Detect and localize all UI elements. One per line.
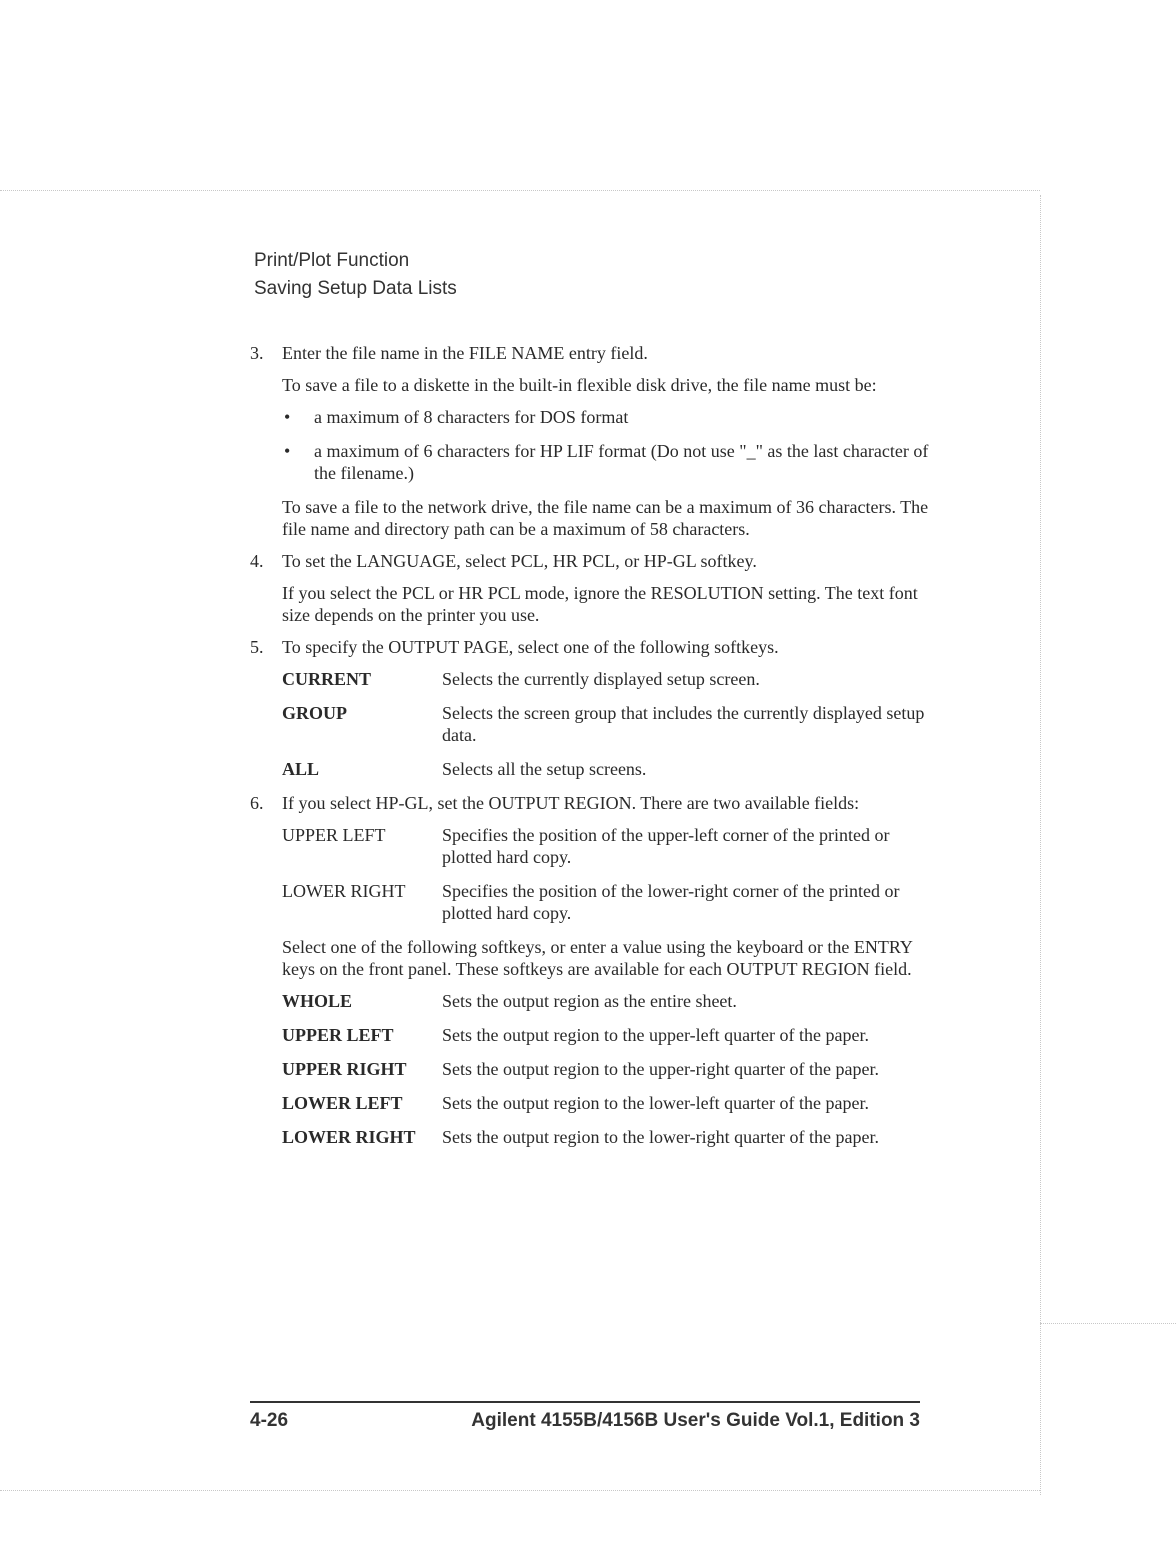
softkey-term: WHOLE [282,991,353,1011]
softkey-term: ALL [282,759,320,779]
definition-row [282,758,930,780]
step-number: 4. [250,551,264,571]
softkey-term: GROUP [282,703,347,723]
definition-row [282,1092,930,1114]
scan-border-top [0,190,1040,191]
scan-border-right [1040,195,1041,1495]
list-item: • a maximum of 6 characters for HP LIF format (Do not use "_" as the last character of the filename.) [284,441,929,483]
list-item: • a maximum of 8 characters for DOS format [284,407,629,427]
output-region-softkeys [282,990,930,1148]
definition-row [282,1126,930,1148]
step-5 [250,636,930,780]
definition-row [282,1024,930,1046]
chapter-title: Print/Plot Function [254,250,410,271]
scan-border-bottom [0,1490,1040,1491]
bullet-icon: • [284,441,291,461]
softkey-term: UPPER LEFT [282,1025,394,1045]
softkey-description: Sets the output region as the entire sheet. [442,991,737,1011]
step-lead: If you select HP-GL, set the OUTPUT REGION. There are two available fields: [282,793,860,813]
definition-row [282,880,930,924]
page-body [250,342,930,1160]
softkey-term: LOWER LEFT [282,1093,403,1113]
softkey-description: Sets the output region to the upper-left quarter of the paper. [442,1025,870,1045]
output-page-softkeys [282,668,930,780]
step-number: 5. [250,637,264,657]
step-paragraph: To save a file to the network drive, the file name can be a maximum of 36 characters. The file name and directory path can be a maximum of 58 characters. [282,497,929,539]
definition-row [282,824,930,868]
footer-rule [250,1401,920,1403]
section-title: Saving Setup Data Lists [254,278,457,299]
step-paragraph: Select one of the following softkeys, or enter a value using the keyboard or the ENTRY keys on the front panel. These softkeys are available for each OUTPUT REGION field. [282,937,913,979]
step-lead: To specify the OUTPUT PAGE, select one of the following softkeys. [282,637,779,657]
step-number: 3. [250,343,264,363]
softkey-term: LOWER RIGHT [282,1127,416,1147]
softkey-description: Sets the output region to the upper-right quarter of the paper. [442,1059,880,1079]
step-paragraph: To save a file to a diskette in the built-in flexible disk drive, the file name must be: [282,375,877,395]
field-description: Specifies the position of the upper-left corner of the printed or plotted hard copy. [442,825,890,867]
softkey-description: Sets the output region to the lower-left quarter of the paper. [442,1093,870,1113]
softkey-description: Selects all the setup screens. [442,759,647,779]
step-paragraph: If you select the PCL or HR PCL mode, ignore the RESOLUTION setting. The text font size depends on the printer you use. [282,583,918,625]
definition-row [282,702,930,746]
filename-rules-list [282,406,930,484]
field-term: LOWER RIGHT [282,881,406,901]
softkey-term: CURRENT [282,669,372,689]
softkey-term: UPPER RIGHT [282,1059,407,1079]
step-lead: Enter the file name in the FILE NAME entry field. [282,343,648,363]
field-term: UPPER LEFT [282,825,386,845]
definition-row [282,1058,930,1080]
running-header [254,247,457,303]
softkey-description: Selects the screen group that includes the currently displayed setup data. [442,703,925,745]
scan-border-side [1040,1323,1176,1324]
softkey-description: Sets the output region to the lower-right quarter of the paper. [442,1127,880,1147]
step-number: 6. [250,793,264,813]
step-4 [250,550,930,626]
step-3 [250,342,930,540]
definition-row [282,668,930,690]
step-6 [250,792,930,1148]
softkey-description: Selects the currently displayed setup screen. [442,669,760,689]
book-title: Agilent 4155B/4156B User's Guide Vol.1, Edition 3 [471,1410,920,1431]
output-region-fields [282,824,930,924]
definition-row [282,990,930,1012]
field-description: Specifies the position of the lower-right corner of the printed or plotted hard copy. [442,881,900,923]
step-lead: To set the LANGUAGE, select PCL, HR PCL, or HP-GL softkey. [282,551,757,571]
page-number: 4-26 [250,1410,289,1431]
bullet-icon: • [284,407,291,427]
